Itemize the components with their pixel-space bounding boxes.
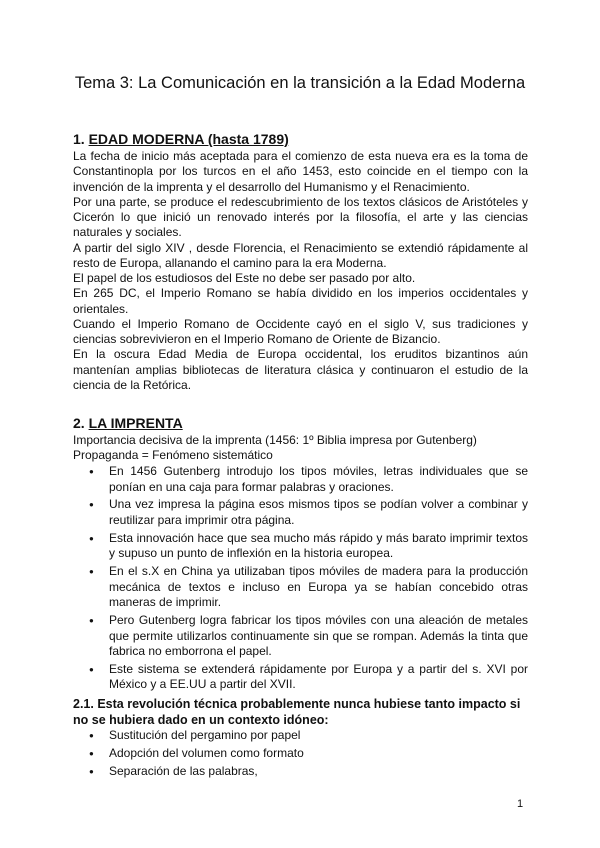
section-2-bullet-list <box>73 464 528 695</box>
list-item: ● Pero Gutenberg logra fabricar los tipos móviles con una aleación de metales que permite utilizarlos continuamente sin que se rompan. Además la tinta que fabrica no emborrona el papel. <box>73 613 528 660</box>
paragraph: Cuando el Imperio Romano de Occidente cayó en el siglo V, sus tradiciones y ciencias sobrevivieron en el Imperio Romano de Oriente de Bizancio. <box>73 316 528 346</box>
paragraph: Por una parte, se produce el redescubrimiento de los textos clásicos de Aristóteles y Cicerón lo que inició un renovado interés por la filosofía, el arte y las ciencias naturales y sociales. <box>73 194 528 240</box>
section-2-title: LA IMPRENTA <box>88 415 183 431</box>
list-item: ● En el s.X en China ya utilizaban tipos móviles de madera para la producción mecánica de textos e incluso en Europa ya se habían concebido otras maneras de imprimir. <box>73 564 528 611</box>
section-2-1-bullet-list <box>73 728 528 782</box>
intro-line: Propaganda = Fenómeno sistemático <box>73 448 273 463</box>
paragraph: En 265 DC, el Imperio Romano se había dividido en los imperios occidentales y orientales. <box>73 286 528 316</box>
list-item: ● Este sistema se extenderá rápidamente por Europa y a partir del s. XVI por México y a EE.UU a partir del XVII. <box>73 662 528 693</box>
section-1-heading <box>73 130 289 148</box>
paragraph: En la oscura Edad Media de Europa occidental, los eruditos bizantinos aún mantenían amplias bibliotecas de literatura clásica y continuaron el estudio de la ciencia de la Retórica. <box>73 347 528 392</box>
section-2-number: 2. <box>73 415 85 431</box>
list-item: ● Separación de las palabras, <box>73 764 528 780</box>
list-item: ● Sustitución del pergamino por papel <box>73 728 528 744</box>
section-2-1-heading: 2.1. Esta revolución técnica probablemente nunca hubiese tanto impacto si no se hubiera dado en un contexto idóneo: <box>73 697 521 727</box>
list-item: ● Una vez impresa la página esos mismos tipos se podían volver a combinar y reutilizar para imprimir otra página. <box>73 497 528 528</box>
section-1-body <box>73 149 528 393</box>
list-item: ● En 1456 Gutenberg introdujo los tipos móviles, letras individuales que se ponían en una caja para formar palabras y oraciones. <box>73 464 528 495</box>
section-2-heading <box>73 414 183 432</box>
page-number: 1 <box>517 798 524 810</box>
paragraph: La fecha de inicio más aceptada para el comienzo de esta nueva era es la toma de Constantinopla por los turcos en el año 1453, esto coincide en el tiempo con la invención de la imprenta y el desarrollo del Humanismo y el Renacimiento. <box>73 149 528 194</box>
section-2-intro <box>73 433 528 464</box>
page-title: Tema 3: La Comunicación en la transición a la Edad Moderna <box>74 74 526 92</box>
paragraph: A partir del siglo XIV , desde Florencia, el Renacimiento se extendió rápidamente al resto de Europa, allanando el camino para la era Moderna. <box>73 240 528 270</box>
intro-line: Importancia decisiva de la imprenta (1456: 1º Biblia impresa por Gutenberg) <box>73 433 477 447</box>
section-1-number: 1. <box>73 131 85 147</box>
list-item: ● Adopción del volumen como formato <box>73 746 528 762</box>
list-item: ● Esta innovación hace que sea mucho más rápido y más barato imprimir textos y supuso un punto de inflexión en la historia europea. <box>73 531 528 562</box>
paragraph: El papel de los estudiosos del Este no debe ser pasado por alto. <box>73 271 416 285</box>
section-1-title: EDAD MODERNA (hasta 1789) <box>88 131 289 147</box>
